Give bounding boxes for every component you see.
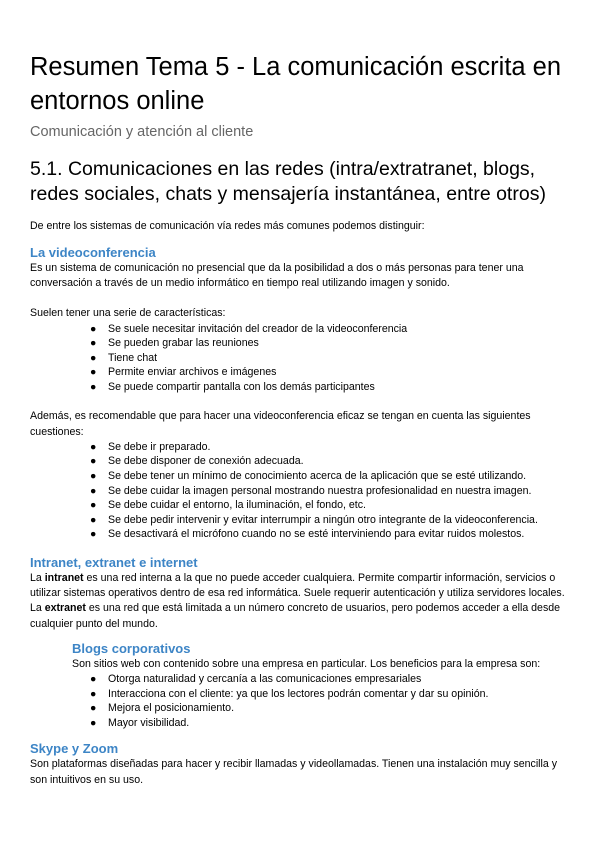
list-item: ● Tiene chat [90,351,158,364]
bullet-icon: ● [90,499,97,512]
list-item: ● Se suele necesitar invitación del creador de la videoconferencia [90,322,408,335]
list-item: ● Mayor visibilidad. [90,716,190,729]
list-item: ● Se debe disponer de conexión adecuada. [90,455,304,468]
list-item: ● Mejora el posicionamiento. [90,702,235,715]
bullet-icon: ● [90,716,97,729]
blogs-heading: Blogs corporativos [72,640,191,656]
list-item: ● Se debe pedir intervenir y evitar interrumpir a ningún otro integrante de la videoconferencia. [90,513,538,526]
document-subtitle: Comunicación y atención al cliente [30,124,254,140]
list-item: ● Se debe tener un mínimo de conocimiento acerca de la aplicación que se esté utilizando. [90,469,527,482]
bullet-icon: ● [90,528,97,541]
document-title: Resumen Tema 5 - La comunicación escrita en entornos online [30,53,562,115]
bullet-icon: ● [90,337,97,350]
bullet-icon: ● [90,687,97,700]
bullet-icon: ● [90,440,97,453]
intranet-heading: Intranet, extranet e internet [30,554,198,570]
skype-zoom-heading: Skype y Zoom [30,741,119,757]
list-item: ● Permite enviar archivos e imágenes [90,366,277,379]
characteristics-intro: Suelen tener una serie de características: [30,307,226,320]
videoconference-description: Es un sistema de comunicación no presencial que da la posibilidad a dos o más personas para tener una conversación a través de un medio informático en tiempo real utilizando imagen y sonido. [30,262,524,290]
section-heading: 5.1. Comunicaciones en las redes (intra/extratranet, blogs, redes sociales, chats y mensajería instantánea, entre otros) [30,158,546,205]
list-item: ● Se debe cuidar el entorno, la iluminación, el fondo, etc. [90,499,366,512]
extranet-term: extranet [44,602,86,615]
bullet-icon: ● [90,322,97,335]
tips-list [30,440,570,542]
bullet-icon: ● [90,380,97,393]
bullet-icon: ● [90,366,97,379]
list-item: ● Interacciona con el cliente: ya que los lectores podrán comentar y dar su opinión. [90,687,489,700]
list-item: ● Se puede compartir pantalla con los demás participantes [90,380,375,393]
videoconference-heading: La videoconferencia [30,245,156,261]
intranet-term: intranet [44,571,84,584]
extranet-paragraph: La extranet es una red que está limitada a un número concreto de usuarios, pero podemos acceder a ella desde cualquier punto del mundo. [30,602,561,630]
intranet-paragraph: La intranet es una red interna a la que no puede acceder cualquiera. Permite compartir información, servicios o utilizar sistemas operativos dentro de esa red informática. Suele requerir autenticación y utiliza servidores locales. [30,571,565,600]
bullet-icon: ● [90,672,97,685]
intro-paragraph: De entre los sistemas de comunicación vía redes más comunes podemos distinguir: [30,220,425,232]
bullet-icon: ● [90,484,97,497]
bullet-icon: ● [90,702,97,715]
skype-zoom-description: Son plataformas diseñadas para hacer y recibir llamadas y videollamadas. Tienen una instalación muy sencilla y son intuitivos en su uso. [30,758,558,786]
bullet-icon: ● [90,513,97,526]
bullet-icon: ● [90,351,97,364]
blogs-benefits-list [30,672,570,730]
bullet-icon: ● [90,455,97,468]
tips-intro: Además, es recomendable que para hacer una videoconferencia eficaz se tengan en cuenta las siguientes cuestiones: [30,410,531,438]
list-item: ● Otorga naturalidad y cercanía a las comunicaciones empresariales [90,672,422,685]
bullet-icon: ● [90,469,97,482]
list-item: ● Se pueden grabar las reuniones [90,337,259,350]
list-item: ● Se desactivará el micrófono cuando no se esté interviniendo para evitar ruidos molestos. [90,528,525,541]
blogs-description: Son sitios web con contenido sobre una empresa en particular. Los beneficios para la empresa son: [72,657,541,670]
list-item: ● Se debe cuidar la imagen personal mostrando nuestra profesionalidad en nuestra imagen. [90,484,532,497]
list-item: ● Se debe ir preparado. [90,440,211,453]
characteristics-list [30,322,570,395]
